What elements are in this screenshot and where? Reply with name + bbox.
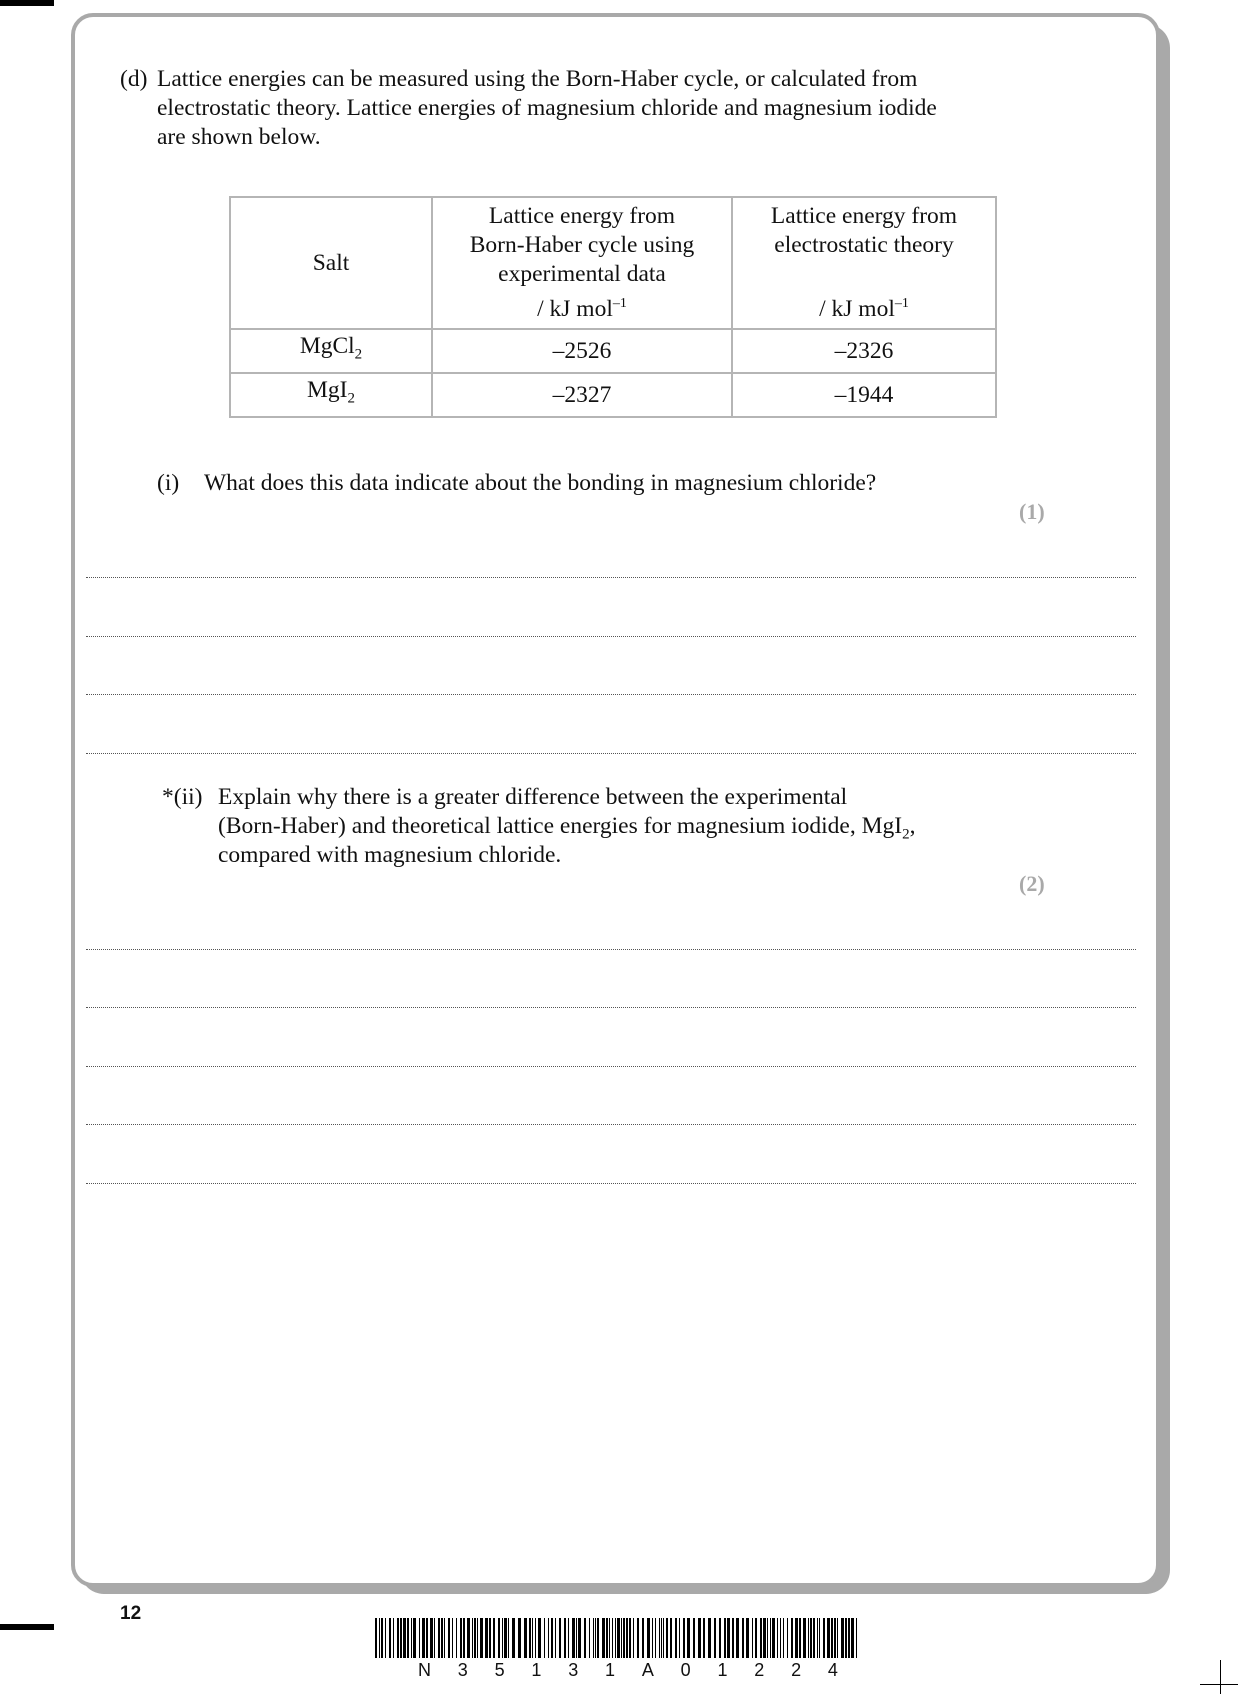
question-d-line-2: electrostatic theory. Lattice energies of magnesium chloride and magnesium iodide	[157, 95, 937, 121]
barcode-char: N	[418, 1660, 431, 1680]
barcode-image	[375, 1618, 859, 1658]
part-ii-label: *(ii)	[162, 784, 203, 810]
barcode-char: 4	[827, 1660, 838, 1680]
crop-mark-vertical	[1220, 1660, 1221, 1694]
lattice-energy-table	[229, 196, 997, 418]
barcode-char: 5	[494, 1660, 505, 1680]
table-row	[230, 329, 996, 373]
barcode-char: 0	[680, 1660, 691, 1680]
answer-line[interactable]	[86, 949, 1136, 950]
part-ii-line-2: (Born-Haber) and theoretical lattice energies for magnesium iodide, MgI$_2$,	[218, 813, 916, 843]
table-header-row	[230, 197, 996, 329]
barcode-char: 3	[568, 1660, 579, 1680]
cell-salt: MgI$_2$	[230, 373, 432, 417]
crop-mark-horizontal	[1200, 1684, 1238, 1685]
answer-line[interactable]	[86, 636, 1136, 637]
page-number: 12	[120, 1603, 142, 1624]
registration-mark-bottom	[0, 1624, 54, 1630]
part-i-text: What does this data indicate about the bonding in magnesium chloride?	[204, 470, 877, 496]
answer-line[interactable]	[86, 1066, 1136, 1067]
header-salt: Salt	[230, 197, 432, 329]
part-ii-marks: (2)	[1019, 871, 1045, 896]
part-i-label: (i)	[157, 470, 180, 496]
registration-mark-top	[0, 0, 54, 6]
barcode-char: A	[641, 1660, 654, 1680]
answer-line[interactable]	[86, 577, 1136, 578]
table-row	[230, 373, 996, 417]
part-ii-line-3: compared with magnesium chloride.	[218, 842, 562, 868]
answer-line[interactable]	[86, 1183, 1136, 1184]
header-born-haber: Lattice energy from Born-Haber cycle using experimental data / kJ mol$^{-1}$	[432, 197, 732, 329]
barcode-char: 3	[457, 1660, 468, 1680]
barcode-char: 2	[754, 1660, 765, 1680]
barcode-char: 1	[717, 1660, 728, 1680]
cell-electrostatic: –1944	[732, 373, 996, 417]
cell-electrostatic: –2326	[732, 329, 996, 373]
answer-line[interactable]	[86, 1124, 1136, 1125]
barcode-char: 2	[791, 1660, 802, 1680]
header-electrostatic: Lattice energy from electrostatic theory / kJ mol$^{-1}$	[732, 197, 996, 329]
cell-salt: MgCl$_2$	[230, 329, 432, 373]
question-d-label: (d)	[120, 66, 148, 92]
barcode-char: 1	[605, 1660, 616, 1680]
part-ii-line-1: Explain why there is a greater difference between the experimental	[218, 784, 848, 810]
barcode-caption	[418, 1660, 838, 1681]
barcode-char: 1	[531, 1660, 542, 1680]
answer-line[interactable]	[86, 694, 1136, 695]
answer-line[interactable]	[86, 1007, 1136, 1008]
answer-line[interactable]	[86, 753, 1136, 754]
cell-born-haber: –2526	[432, 329, 732, 373]
question-d-line-1: Lattice energies can be measured using the Born-Haber cycle, or calculated from	[157, 66, 918, 92]
question-d-line-3: are shown below.	[157, 124, 321, 150]
cell-born-haber: –2327	[432, 373, 732, 417]
part-i-marks: (1)	[1019, 499, 1045, 524]
